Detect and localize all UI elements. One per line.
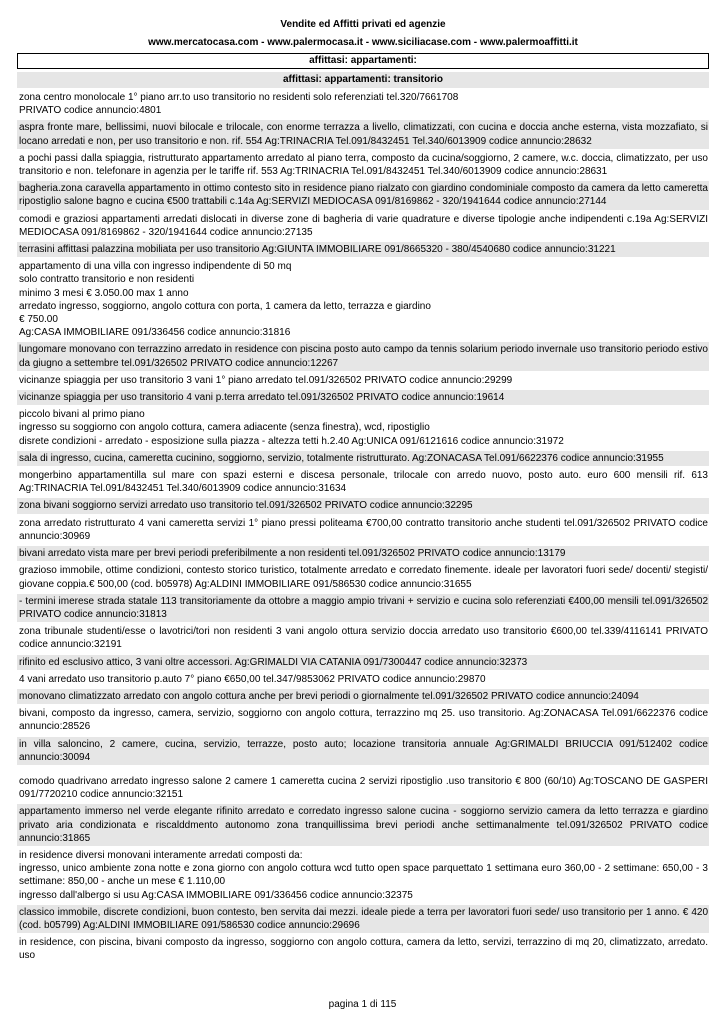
listing-item: zona tribunale studenti/esse o lavotrici/tori non residenti 3 vani angolo ottura servizio doccia arredato uso transitorio €600,00 tel.339/4116141 PRIVATO codice annuncio:32191 xyxy=(19,626,708,651)
website-urls: www.mercatocasa.com - www.palermocasa.it - www.siciliacase.com - www.palermoaffitti.it xyxy=(148,37,578,48)
listing-item: vicinanze spiaggia per uso transitorio 4 vani p.terra arredato tel.091/326502 PRIVATO codice annuncio:19614 xyxy=(17,390,709,405)
listing-line: ingresso, unico ambiente zona notte e zona giorno con angolo cottura wcd tutto open space parquettato 1 settimana euro 360,00 - 2 settimane: 650,00 - 3 settimane: 850,00 - anche un mese € 1.110,00 xyxy=(19,863,708,888)
listing-item: zona arredato ristrutturato 4 vani cameretta servizi 1° piano pressi politeama €700,00 contratto transitorio anche studenti tel.091/326502 PRIVATO codice annuncio:30969 xyxy=(19,517,708,542)
listing-line: Ag:CASA IMMOBILIARE 091/336456 codice annuncio:31816 xyxy=(19,327,291,339)
listing-line: ingresso dall'albergo si usu Ag:CASA IMMOBILIARE 091/336456 codice annuncio:32375 xyxy=(19,889,413,901)
listing-item xyxy=(17,407,709,449)
listing-line: appartamento di una villa con ingresso indipendente di 50 mq xyxy=(19,261,292,273)
listing-line: disrete condizioni - arredato - esposizione sulla piazza - altezza tetti h.2.40 Ag:UNICA 091/6121616 codice annuncio:31972 xyxy=(19,435,564,447)
listing-item: sala di ingresso, cucina, cameretta cucinino, soggiorno, servizio, totalmente ristrutturato. Ag:ZONACASA Tel.091/6622376 codice annuncio:31955 xyxy=(17,451,709,466)
listing-item: comodi e graziosi appartamenti arredati dislocati in diverse zone di bagheria di varie quadrature e diverse tipologie anche indipendenti c.19a Ag:SERVIZI MEDIOCASA 091/8169862 - 320/1941644 codice annuncio:27135 xyxy=(19,213,708,238)
listing-line: € 750.00 xyxy=(19,314,58,326)
listing-item: in residence, con piscina, bivani composto da ingresso, soggiorno con angolo cottura, camera da letto, servizi, terrazzino di mq 20, climatizzato, arredato. uso xyxy=(19,937,708,962)
listing-item: bagheria.zona caravella appartamento in ottimo contesto sito in residence piano rialzato con giardino condominiale composto da camera da letto cameretta ripostiglio salone bagno e cucina €500 trattabili c.14a Ag:SERVIZI MEDIOCASA 091/8169862 - 320/1941644 codice annuncio:27144 xyxy=(17,181,709,209)
listing-item: in villa saloncino, 2 camere, cucina, servizio, terrazze, posto auto; locazione transitoria annuale Ag:GRIMALDI BRIUCCIA 091/512402 codice annuncio:30094 xyxy=(17,737,709,765)
listing-item: - termini imerese strada statale 113 transitoriamente da ottobre a maggio ampio trivani + servizio e cucina solo referenziati €400,00 mensili tel.091/326502 PRIVATO codice annuncio:31813 xyxy=(17,594,709,622)
listing-item xyxy=(17,259,709,340)
listing-item xyxy=(17,90,709,118)
listing-line: minimo 3 mesi € 3.050.00 max 1 anno xyxy=(19,287,189,299)
listing-item: monovano climatizzato arredato con angolo cottura anche per brevi periodi o giornalmente tel.091/326502 PRIVATO codice annuncio:24094 xyxy=(17,689,709,704)
listing-line: solo contratto transitorio e non residenti xyxy=(19,274,195,286)
listing-item: grazioso immobile, ottime condizioni, contesto storico turistico, totalmente arredato e corredato finemente. ideale per lavoratori fuori sede/ docenti/ stegisti/ giovane coppia.€ 500,00 (cod. b05978) Ag:ALDINI IMMOBILIARE 091/586530 codice annuncio:31655 xyxy=(19,565,708,590)
listings-container xyxy=(17,90,709,964)
listing-item: vicinanze spiaggia per uso transitorio 3 vani 1° piano arredato tel.091/326502 PRIVATO codice annuncio:29299 xyxy=(19,374,513,386)
subsection-heading: affittasi: appartamenti: transitorio xyxy=(17,72,709,88)
listing-item xyxy=(17,848,709,903)
listing-item: appartamento immerso nel verde elegante rifinito arredato e corredato ingresso salone cucina - soggiorno servizio camera da letto terrazza e giardino privato aria condizionata e riscalddmento autonomo zona tranquillissima brevi periodi anche settimanalmente tel.091/326502 PRIVATO codice annuncio:31865 xyxy=(17,804,709,846)
listing-item: rifinito ed esclusivo attico, 3 vani oltre accessori. Ag:GRIMALDI VIA CATANIA 091/7300447 codice annuncio:32373 xyxy=(17,655,709,670)
listing-item: 4 vani arredato uso transitorio p.auto 7° piano €650,00 tel.347/9853062 PRIVATO codice annuncio:29870 xyxy=(19,673,486,685)
listing-item: terrasini affittasi palazzina mobiliata per uso transitorio Ag:GIUNTA IMMOBILIARE 091/8665320 - 380/4540680 codice annuncio:31221 xyxy=(17,242,709,257)
listing-item: comodo quadrivano arredato ingresso salone 2 camere 1 cameretta cucina 2 servizi ripostiglio .uso transitorio € 800 (60/10) Ag:TOSCANO DE GASPERI 091/7720210 codice annuncio:32151 xyxy=(19,775,708,801)
document-title: Vendite ed Affitti privati ed agenzie xyxy=(280,19,446,30)
listing-line: in residence diversi monovani interamente arredati composti da: xyxy=(19,849,303,861)
listing-line: arredato ingresso, soggiorno, angolo cottura con porta, 1 camera da letto, terrazza e giardino xyxy=(19,300,431,312)
document-page xyxy=(17,15,709,964)
listing-item: classico immobile, discrete condizioni, buon contesto, ben servita dai mezzi. ideale piede a terra per lavoratori fuori sede/ uso transitorio per 1 anno. € 420 (cod. b05799) Ag:ALDINI IMMOBILIARE 091/586530 codice annuncio:29696 xyxy=(17,905,709,933)
listing-item: aspra fronte mare, bellissimi, nuovi bilocale e trilocale, con enorme terrazza a livello, climatizzati, con cucina e doccia anche esterna, vista mozzafiato, si locano arredati e non, per uso transitorio e non. rif. 554 Ag:TRINACRIA Tel.091/8432451 Tel.340/6013909 codice annuncio:28632 xyxy=(17,120,709,148)
listing-item: bivani arredato vista mare per brevi periodi preferibilmente a non residenti tel.091/326502 PRIVATO codice annuncio:13179 xyxy=(17,546,709,561)
listing-item: bivani, composto da ingresso, camera, servizio, soggiorno con angolo cottura, terrazzino mq 25. uso transitorio. Ag:ZONACASA Tel.091/6622376 codice annuncio:28526 xyxy=(19,708,708,733)
section-heading: affittasi: appartamenti: xyxy=(17,53,709,69)
listing-item: mongerbino appartamentilla sul mare con spazi esterni e discesa personale, trilocale con arredo nuovo, posto auto. euro 600 mensili rif. 613 Ag:TRINACRIA Tel.091/8432451 Tel.340/6013909 codice annuncio:31634 xyxy=(19,470,708,495)
listing-line: ingresso su soggiorno con angolo cottura, camera adiacente (senza finestra), wcd, ripostiglio xyxy=(19,422,430,434)
listing-line: zona centro monolocale 1° piano arr.to uso transitorio no residenti solo referenziati tel.320/7661708 xyxy=(19,92,459,103)
listing-line: piccolo bivani al primo piano xyxy=(19,409,145,421)
listing-item: zona bivani soggiorno servizi arredato uso transitorio tel.091/326502 PRIVATO codice annuncio:32295 xyxy=(17,498,709,513)
listing-line: PRIVATO codice annuncio:4801 xyxy=(19,105,162,117)
listing-item: a pochi passi dalla spiaggia, ristrutturato appartamento arredato al piano terra, composto da cucina/soggiorno, 2 camere, w.c. doccia, climatizzato, per uso transitorio e non. telefonare in agenzia per le tariffe rif. 553 Ag:TRINACRIA Tel.091/8432451 Tel.340/6013909 codice annuncio:28631 xyxy=(19,152,708,178)
page-footer: pagina 1 di 115 xyxy=(328,999,397,1010)
listing-item: lungomare monovano con terrazzino arredato in residence con piscina posto auto campo da tennis solarium periodo invernale uso transitorio periodo estivo da giugno a settembre tel.091/326502 PRIVATO codice annuncio:12267 xyxy=(17,342,709,370)
